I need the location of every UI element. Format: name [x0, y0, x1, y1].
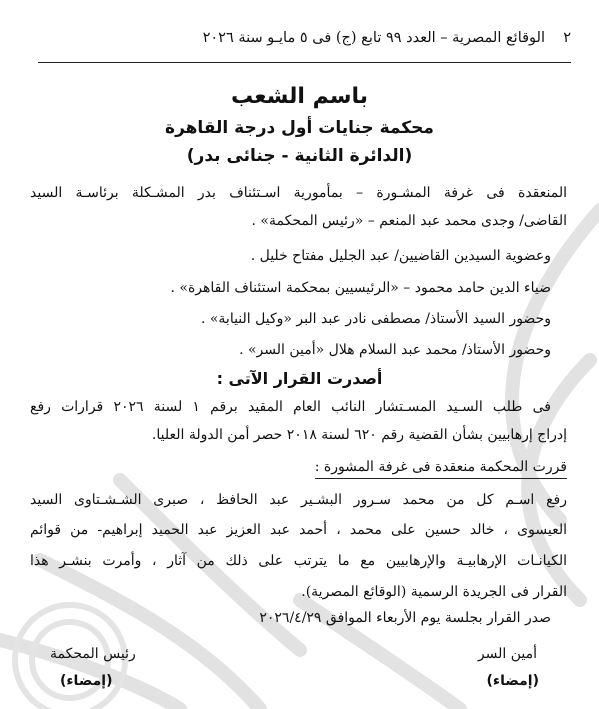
president-signature: (إمضاء): [60, 673, 113, 689]
preamble-line: وعضوية السيدين القاضيين/ عبد الجليل مفتاح خليل .: [250, 248, 551, 264]
secretary-signature: (إمضاء): [486, 673, 539, 689]
page-number: ٢: [563, 30, 571, 46]
request-line: إدراج إرهابيين بشأن القضية رقم ٦٢٠ لسنة ٢٠١٨ حصر أمن الدولة العليا.: [151, 427, 567, 443]
preamble-line: القاضى/ وجدى محمد عبد المنعم – «رئيس المحكمة» .: [251, 213, 567, 229]
decision-heading: أصدرت القرار الآتى :: [216, 369, 383, 388]
page-title: باسم الشعب: [231, 84, 368, 109]
preamble-line: المنعقدة فى غرفة المشـورة – بمأمورية اسـتئناف بدر المشـكلة برئاسـة السيد: [30, 185, 567, 201]
decision-body-line: العيسوى ، خالد حسين على محمد ، أحمد عبد العزيز عبد الحميد إبراهيم- من قوائم: [30, 522, 567, 538]
preamble-line: ضياء الدين حامد محمود – «الرئيسيين بمحكمة استئناف القاهرة» .: [170, 280, 551, 296]
decision-intro: قررت المحكمة منعقدة فى غرفة المشورة :: [315, 459, 567, 479]
president-title: رئيس المحكمة: [50, 646, 136, 662]
court-name: محكمة جنايات أول درجة القاهرة: [165, 118, 434, 138]
preamble-line: وحضور السيد الأستاذ/ مصطفى نادر عبد البر «وكيل النيابة» .: [200, 311, 551, 327]
issued-date-line: صدر القرار بجلسة يوم الأربعاء الموافق ٢٠٢٦/٤/٢٩: [259, 610, 551, 626]
decision-body-line: القرار فى الجريدة الرسمية (الوقائع المصرية).: [301, 584, 567, 600]
decision-body-line: الكيانـات الإرهابيـة والإرهابيين مع ما يترتب على ذلك من آثار ، وأمرت بنشـر هذا: [30, 553, 567, 569]
court-circuit: (الدائرة الثانية - جنائى بدر): [186, 146, 413, 166]
preamble-line: وحضور الأستاذ/ محمد عبد السلام هلال «أمين السر» .: [239, 342, 551, 358]
decision-body-line: رفع اسـم كل من محمد سـرور البشـير عبد الحافظ ، صبرى الشـشـتاوى السيد: [30, 492, 567, 508]
header-divider: [38, 62, 571, 63]
secretary-title: أمين السر: [477, 646, 537, 662]
request-line: فى طلب السـيد المسـتشار النائب العام المقيد برقم ١ لسنة ٢٠٢٦ قرارات رفع: [30, 399, 551, 415]
gazette-info: الوقائع المصرية – العدد ٩٩ تابع (ج) فى ٥ مايـو سنة ٢٠٢٦: [202, 30, 545, 46]
